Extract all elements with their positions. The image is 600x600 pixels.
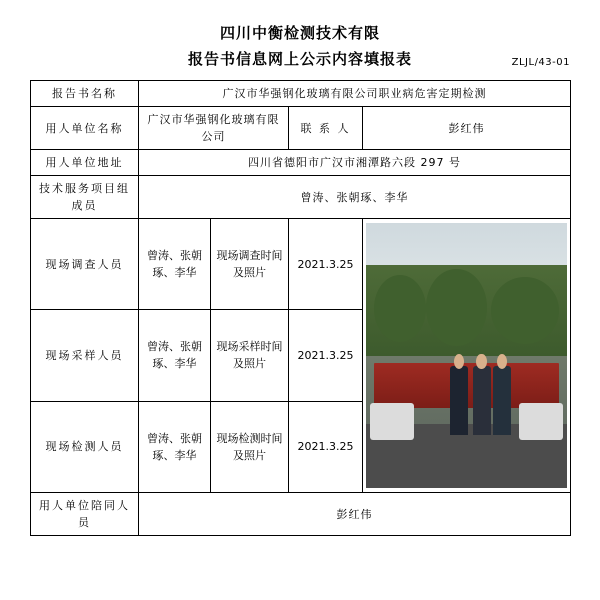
row-value-report-name: 广汉市华强钢化玻璃有限公司职业病危害定期检测 — [139, 81, 571, 107]
row-value-accompany-staff: 彭红伟 — [139, 493, 571, 536]
photo-person-head — [497, 354, 507, 369]
row-label-team: 技术服务项目组成员 — [31, 176, 139, 219]
table-row — [31, 493, 571, 536]
row-value-sampling-members: 曾涛、张朝琢、李华 — [139, 310, 211, 401]
table-row — [31, 107, 571, 150]
row-value-detection-date: 2021.3.25 — [289, 401, 363, 492]
tree-blob — [426, 269, 486, 345]
row-label-address: 用人单位地址 — [31, 150, 139, 176]
site-photo-cell — [363, 219, 571, 493]
row-value-employer-name: 广汉市华强钢化玻璃有限公司 — [139, 107, 289, 150]
row-value-detection-members: 曾涛、张朝琢、李华 — [139, 401, 211, 492]
row-label-survey-staff: 现场调查人员 — [31, 219, 139, 310]
photo-person — [493, 366, 511, 435]
table-row — [31, 81, 571, 107]
row-value-survey-date: 2021.3.25 — [289, 219, 363, 310]
row-value-survey-members: 曾涛、张朝琢、李华 — [139, 219, 211, 310]
table-row — [31, 150, 571, 176]
document-title-line1: 四川中衡检测技术有限 — [219, 24, 380, 42]
row-label-sampling-staff: 现场采样人员 — [31, 310, 139, 401]
row-label-detection-staff: 现场检测人员 — [31, 401, 139, 492]
row-value-team: 曾涛、张朝琢、李华 — [139, 176, 571, 219]
document-code: ZLJL/43-01 — [511, 57, 570, 68]
row-value-contact: 彭红伟 — [363, 107, 571, 150]
photo-person — [450, 366, 468, 435]
photo-car — [370, 403, 414, 440]
tree-blob — [374, 275, 426, 342]
row-value-detection-desc: 现场检测时间及照片 — [211, 401, 289, 492]
row-label-contact: 联 系 人 — [289, 107, 363, 150]
row-value-address: 四川省德阳市广汉市湘潭路六段 297 号 — [139, 150, 571, 176]
tree-blob — [491, 277, 559, 344]
document-title-row — [30, 48, 570, 70]
table-row — [31, 176, 571, 219]
row-label-employer-name: 用人单位名称 — [31, 107, 139, 150]
photo-person — [473, 366, 491, 435]
photo-trees — [366, 265, 567, 360]
report-info-table — [30, 80, 571, 536]
row-value-survey-desc: 现场调查时间及照片 — [211, 219, 289, 310]
photo-person-head — [454, 354, 464, 369]
row-value-sampling-date: 2021.3.25 — [289, 310, 363, 401]
site-photo — [366, 223, 567, 488]
photo-car — [519, 403, 563, 440]
row-label-accompany-staff: 用人单位陪同人员 — [31, 493, 139, 536]
document-title-line2: 报告书信息网上公示内容填报表 — [187, 50, 412, 68]
row-value-sampling-desc: 现场采样时间及照片 — [211, 310, 289, 401]
photo-person-head — [476, 354, 486, 369]
table-row — [31, 219, 571, 310]
row-label-report-name: 报告书名称 — [31, 81, 139, 107]
